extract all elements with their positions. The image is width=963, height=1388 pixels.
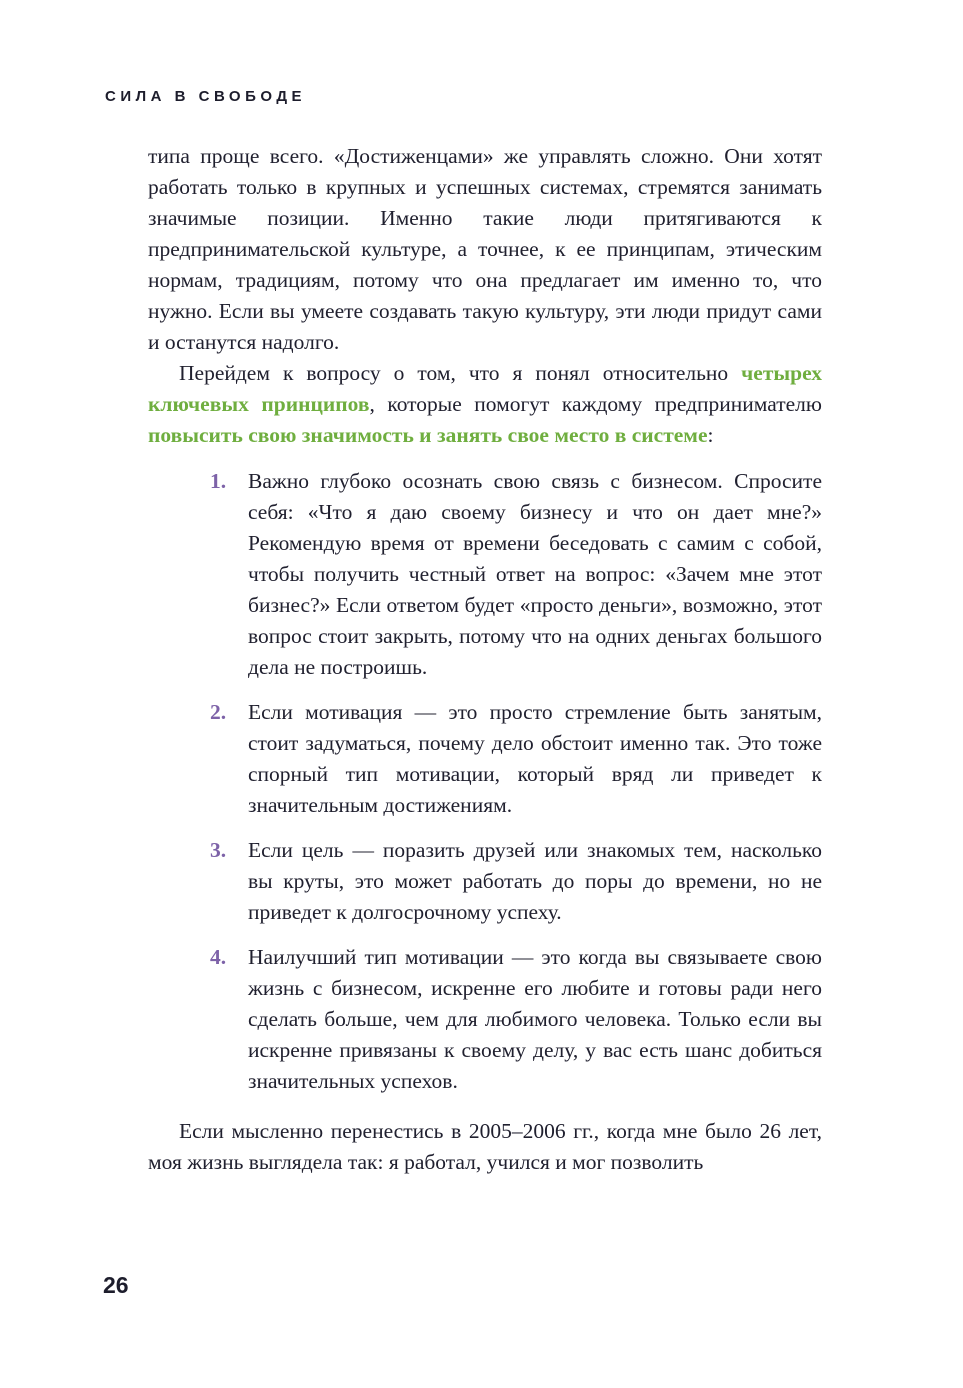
numbered-list [148,466,822,1097]
page-body-text [148,141,822,1178]
paragraph-intro-colon: : [707,423,714,447]
running-header: СИЛА В СВОБОДЕ [105,88,307,105]
list-item [148,697,822,821]
paragraph-intro-text-2: , которые помогут каждому предпринимателю [369,392,822,416]
highlight-green-key-principles: четырех ключевых принципов [148,361,822,416]
list-item-number: 3. [210,838,227,862]
paragraph-intro-text-1: Перейдем к вопросу о том, что я понял относительно [179,361,742,385]
paragraph-intro [148,358,822,451]
list-item-number: 1. [210,469,227,493]
paragraph-closing: Если мысленно перенестись в 2005–2006 гг., когда мне было 26 лет, моя жизнь выглядела так: я работал, учился и мог позволить [148,1119,822,1174]
list-item-number: 2. [210,700,227,724]
list-item-number: 4. [210,945,227,969]
list-item-text: Важно глубоко осознать свою связь с бизнесом. Спросите себя: «Что я даю своему бизнесу и что он дает мне?» Рекомендую время от времени беседовать с самим с собой, чтобы получить честный ответ на вопрос: «Зачем мне этот бизнес?» Если ответом будет «просто деньги», возможно, этот вопрос стоит закрыть, потому что на одних деньгах большого дела не построишь. [248,469,822,679]
list-item [148,835,822,928]
paragraph-continuation: типа проще всего. «Достиженцами» же управлять сложно. Они хотят работать только в крупных и успешных системах, стремятся занимать значимые позиции. Именно такие люди притягиваются к предпринимательской культуре, а точнее, к ее принципам, этическим нормам, традициям, потому что она предлагает им именно то, что нужно. Если вы умеете создавать такую культуру, эти люди придут сами и останутся надолго. [148,144,822,354]
highlight-green-raise-significance: повысить свою значимость и занять свое место в системе [148,423,708,447]
list-item-text: Наилучший тип мотивации — это когда вы связываете свою жизнь с бизнесом, искренне его любите и готовы ради него сделать больше, чем для любимого человека. Только если вы искренне привязаны к своему делу, у вас есть шанс добиться значительных успехов. [248,945,822,1093]
list-item-text: Если мотивация — это просто стремление быть занятым, стоит задуматься, почему дело обстоит именно так. Это тоже спорный тип мотивации, который вряд ли приведет к значительным достижениям. [248,700,822,817]
list-item [148,466,822,683]
page-number: 26 [103,1272,129,1298]
list-item [148,942,822,1097]
list-item-text: Если цель — поразить друзей или знакомых тем, насколько вы круты, это может работать до поры до времени, но не приведет к долгосрочному успеху. [248,838,822,924]
